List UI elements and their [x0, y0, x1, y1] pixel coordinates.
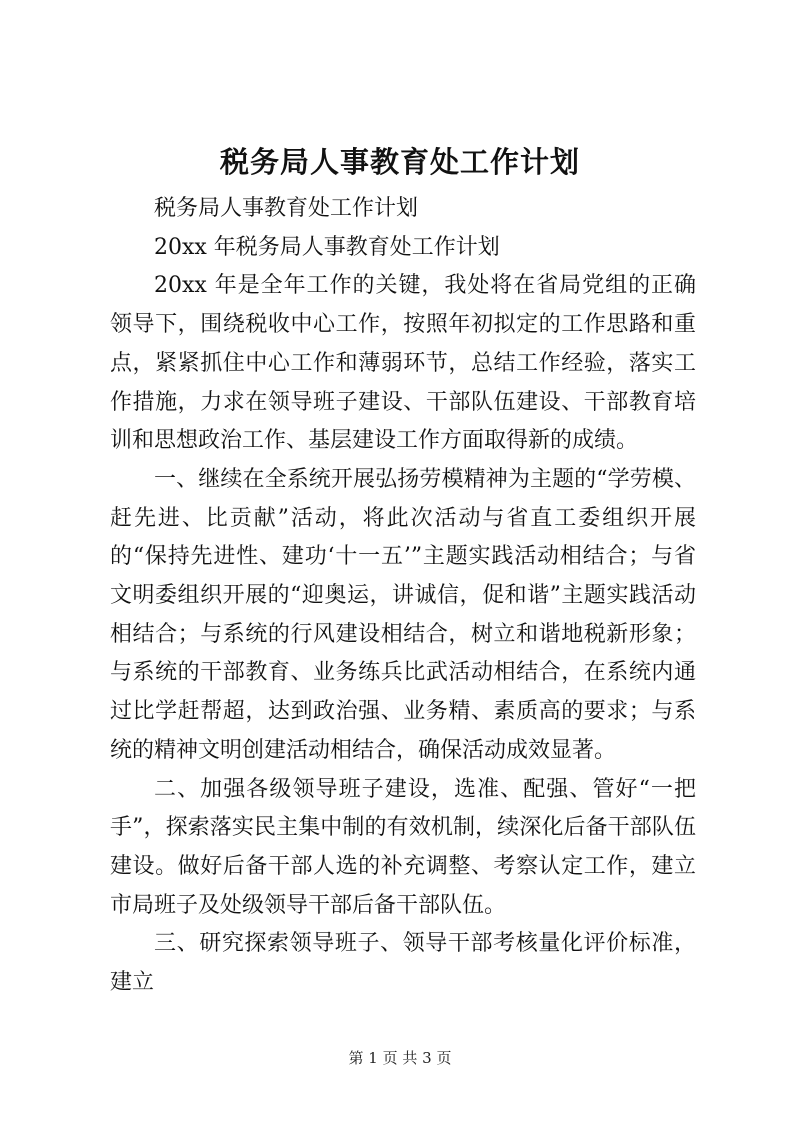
page-footer: 第 1 页 共 3 页: [348, 1049, 452, 1067]
paragraph-item-2: 二、加强各级领导班子建设，选准、配强、管好“一把手”，探索落实民主集中制的有效机制，续深化后备干部队伍建设。做好后备干部人选的补充调整、考察认定工作，建立市局班子及处级领导干部后备干部队伍。: [110, 776, 696, 918]
document-title: 税务局人事教育处工作计划: [219, 145, 580, 179]
paragraph-item-3: 三、研究探索领导班子、领导干部考核量化评价标准，建立: [110, 931, 696, 996]
paragraph-intro: 20xx 年是全年工作的关键，我处将在省局党组的正确领导下，围绕税收中心工作，按照年初拟定的工作思路和重点，紧紧抓住中心工作和薄弱环节，总结工作经验，落实工作措施，力求在领导班子建设、干部队伍建设、干部教育培训和思想政治工作、基层建设工作方面取得新的成绩。: [110, 273, 696, 454]
paragraph-year-title: 20xx 年税务局人事教育处工作计划: [154, 234, 500, 260]
paragraph-subtitle: 税务局人事教育处工作计划: [154, 196, 419, 221]
paragraph-item-1: 一、继续在全系统开展弘扬劳模精神为主题的“学劳模、赶先进、比贡献”活动，将此次活动与省直工委组织开展的“保持先进性、建功‘十一五’”主题实践活动相结合；与省文明委组织开展的“迎奥运，讲诚信，促和谐”主题实践活动相结合；与系统的行风建设相结合，树立和谐地税新形象；与系统的干部教育、业务练兵比武活动相结合，在系统内通过比学赶帮超，达到政治强、业务精、素质高的要求；与系统的精神文明创建活动相结合，确保活动成效显著。: [110, 466, 696, 763]
document-body: [110, 190, 696, 1003]
